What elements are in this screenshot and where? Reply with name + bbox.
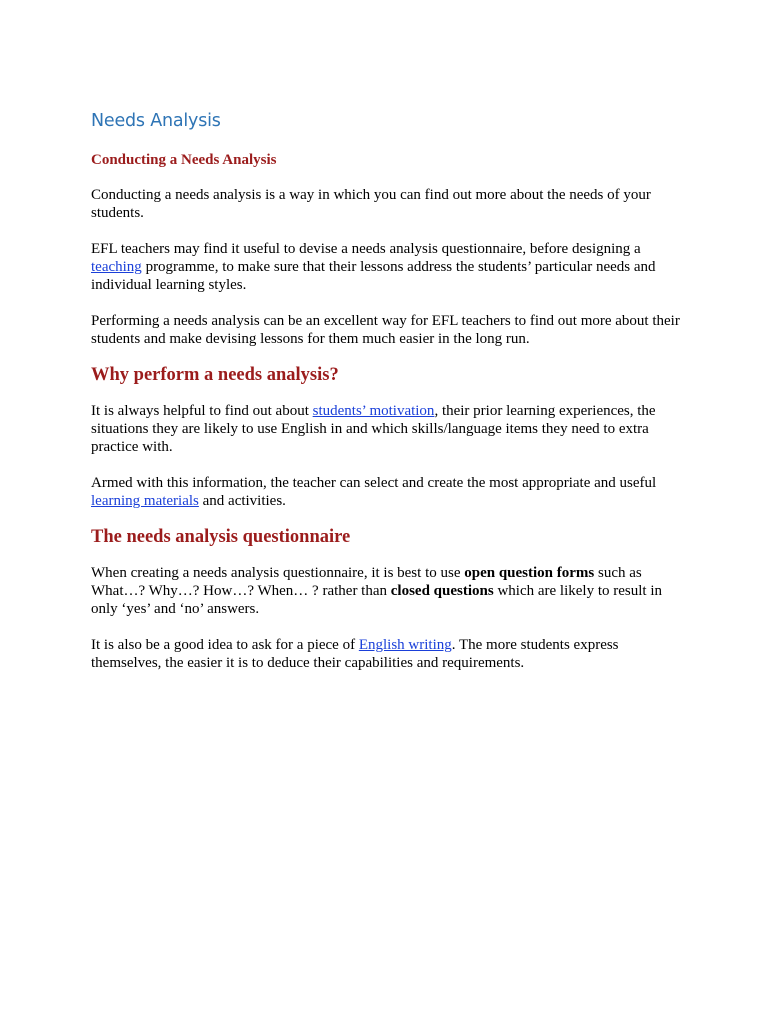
paragraph-efl-teachers	[91, 240, 681, 294]
english-writing-link[interactable]: English writing	[358, 637, 452, 653]
learning-materials-link[interactable]: learning materials	[91, 493, 199, 509]
paragraph-english-writing	[91, 636, 681, 672]
section-heading-questionnaire: The needs analysis questionnaire	[91, 527, 351, 547]
section-heading-conducting: Conducting a Needs Analysis	[91, 152, 277, 168]
students-motivation-link[interactable]: students’ motivation	[312, 403, 435, 419]
paragraph-performing: Performing a needs analysis can be an excellent way for EFL teachers to find out more about their students and make devising lessons for them much easier in the long run.	[91, 313, 680, 347]
paragraph-helpful	[91, 402, 681, 456]
bold-closed-questions: closed questions	[390, 583, 494, 599]
paragraph-text: It is always helpful to find out about	[91, 403, 313, 419]
paragraph-text: and activities.	[198, 493, 286, 509]
paragraph-text: . The more students express themselves, the easier it is to deduce their capabilities and requirements.	[91, 637, 619, 671]
paragraph-text: Armed with this information, the teacher can select and create the most appropriate and useful	[91, 475, 657, 491]
paragraph-creating	[91, 564, 681, 618]
section-heading-why: Why perform a needs analysis?	[91, 365, 339, 385]
paragraph-text: such as What…? Why…? How…? When… ? rather than	[91, 565, 642, 599]
paragraph-armed	[91, 474, 681, 510]
paragraph-text: , their prior learning experiences, the situations they are likely to use English in and which skills/language items they need to extra practice with.	[91, 403, 656, 455]
paragraph-text: programme, to make sure that their lessons address the students’ particular needs and individual learning styles.	[91, 259, 656, 293]
paragraph-text: which are likely to result in only ‘yes’ and ‘no’ answers.	[91, 583, 662, 617]
paragraph-text: When creating a needs analysis questionnaire, it is best to use	[91, 565, 465, 581]
paragraph-text: It is also be a good idea to ask for a piece of	[91, 637, 359, 653]
paragraph-intro: Conducting a needs analysis is a way in which you can find out more about the needs of your students.	[91, 187, 651, 221]
bold-open-question-forms: open question forms	[464, 565, 595, 581]
document-page	[91, 108, 681, 672]
teaching-link[interactable]: teaching	[91, 259, 142, 275]
document-title: Needs Analysis	[91, 111, 221, 131]
paragraph-text: EFL teachers may find it useful to devise a needs analysis questionnaire, before designing a	[91, 241, 641, 257]
